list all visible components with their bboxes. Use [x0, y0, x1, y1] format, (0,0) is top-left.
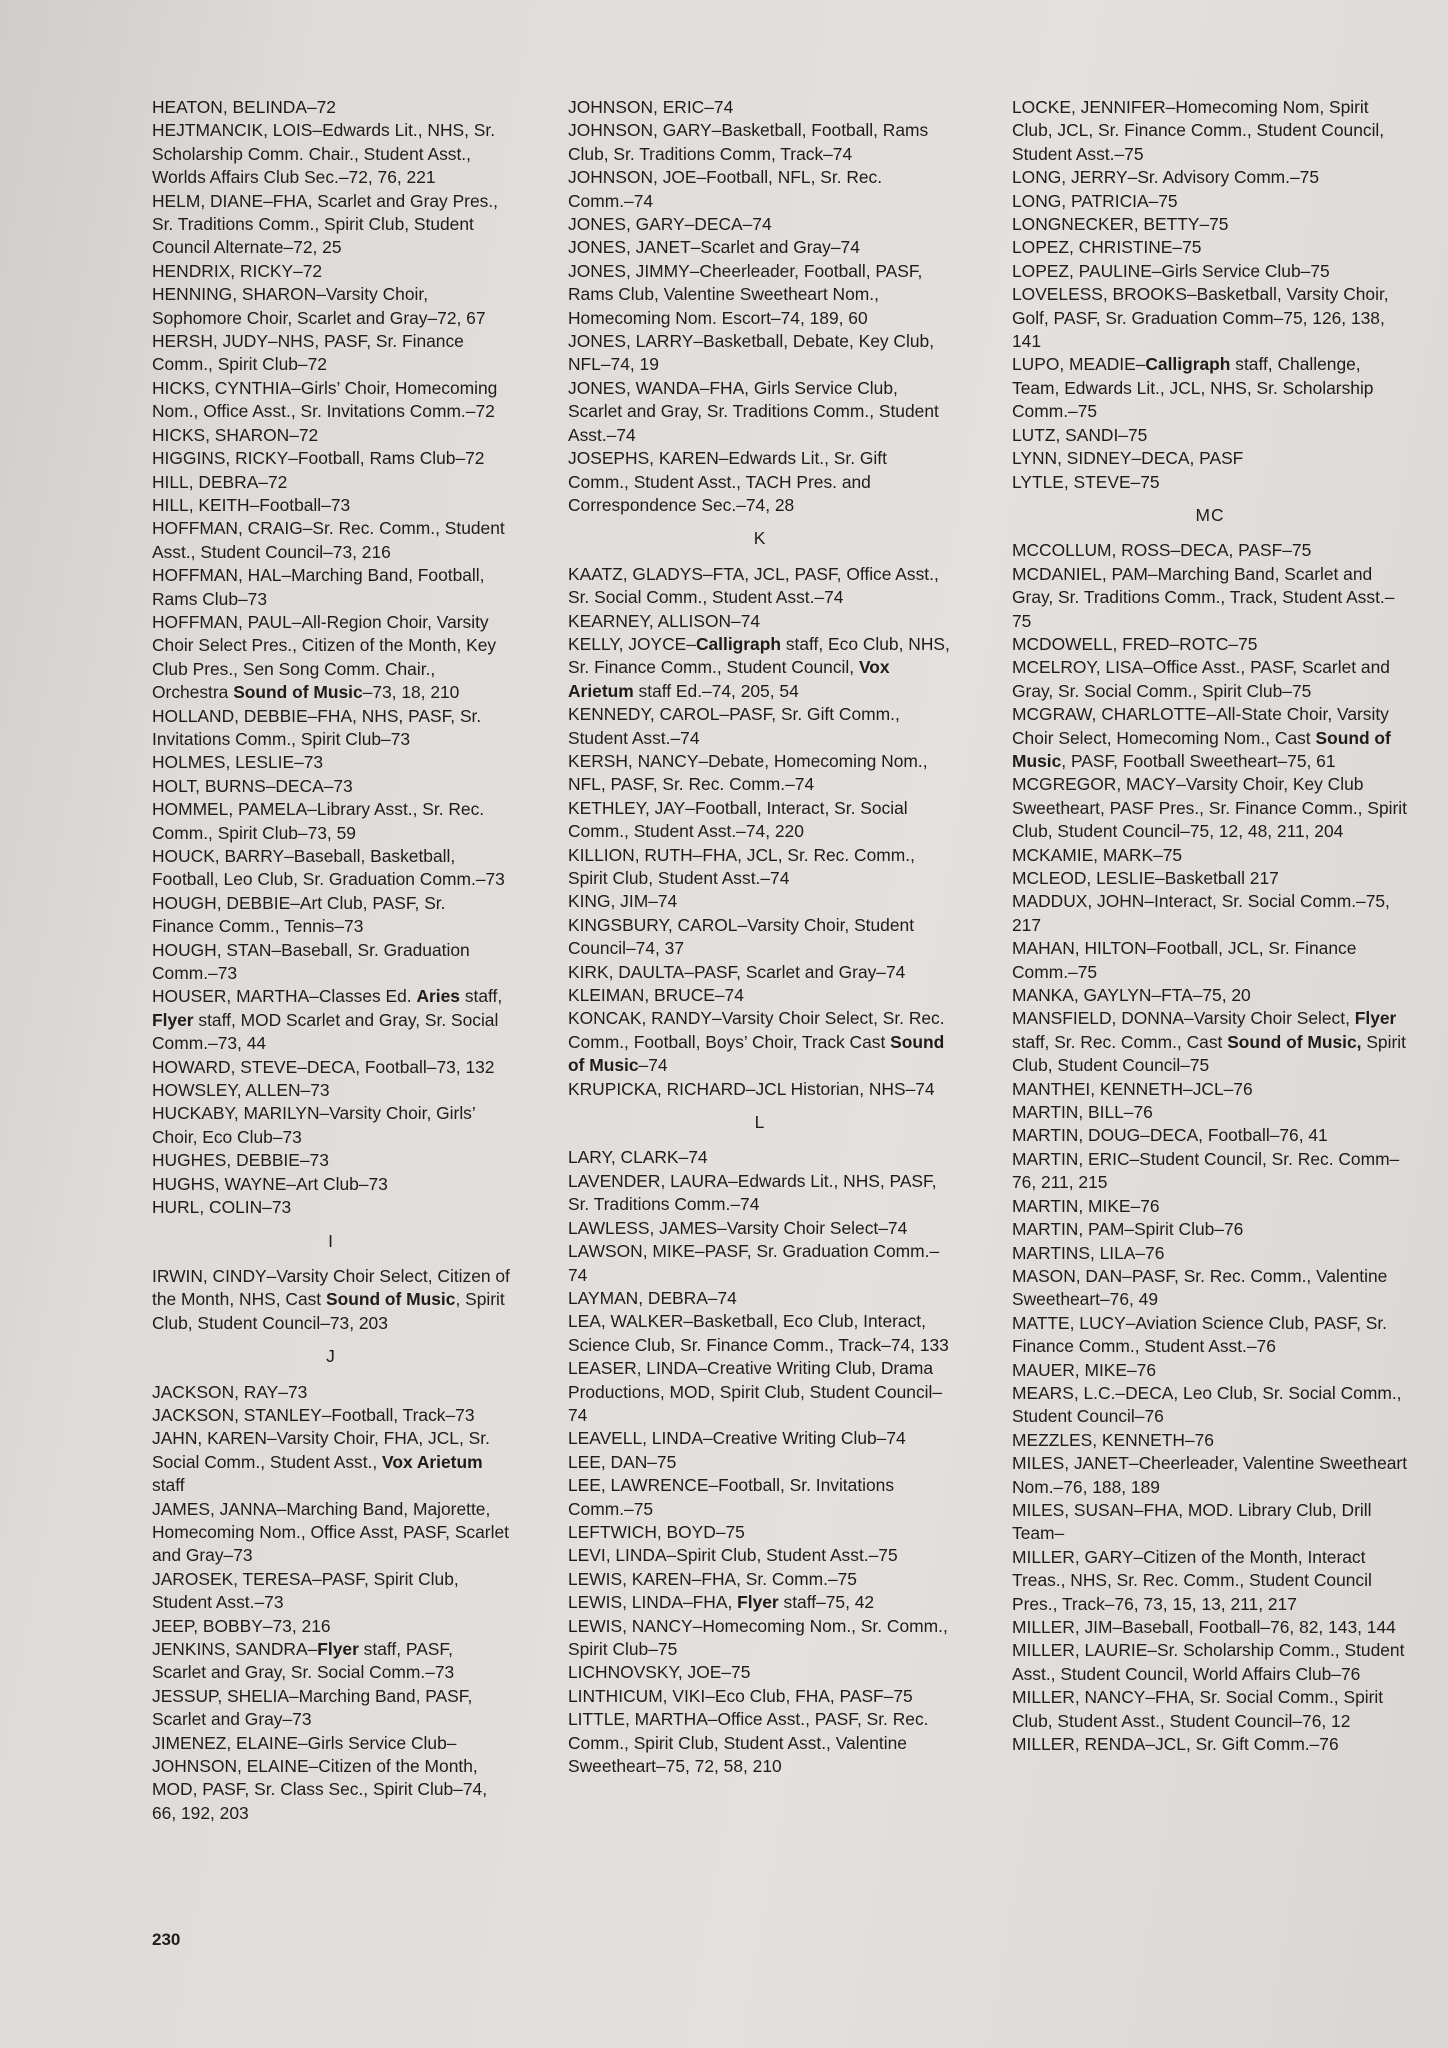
index-entry: JACKSON, RAY–73: [152, 1381, 308, 1402]
letter-heading: L: [754, 1112, 766, 1133]
index-entry: KINGSBURY, CAROL–Varsity Choir, Student Council–74, 37: [568, 914, 915, 959]
index-entry: HILL, KEITH–Football–73: [152, 494, 351, 515]
index-entry: HOUCK, BARRY–Baseball, Basketball, Football, Leo Club, Sr. Graduation Comm.–73: [152, 846, 505, 890]
entry-text: LUPO, MEADIE–: [1012, 354, 1146, 375]
index-entry: MARTIN, DOUG–DECA, Football–76, 41: [1012, 1125, 1328, 1146]
publication-title: Sound of Music: [233, 682, 363, 703]
index-entry: [152, 985, 510, 1055]
index-entry: KETHLEY, JAY–Football, Interact, Sr. Social Comm., Student Asst.–74, 220: [568, 797, 908, 842]
index-entry: [152, 1638, 510, 1685]
index-entry: HOFFMAN, CRAIG–Sr. Rec. Comm., Student Asst., Student Council–73, 216: [152, 518, 505, 562]
index-entry: LOPEZ, CHRISTINE–75: [1012, 237, 1202, 258]
letter-heading: MC: [1195, 504, 1225, 525]
index-entry: MCDOWELL, FRED–ROTC–75: [1012, 633, 1258, 654]
index-entry: MARTINS, LILA–76: [1012, 1242, 1165, 1263]
index-entry: MASON, DAN–PASF, Sr. Rec. Comm., Valentine Sweetheart–76, 49: [1012, 1265, 1388, 1310]
entry-text: staff, Eco Club, NHS, Sr. Finance Comm., Student Council,: [568, 633, 950, 678]
index-entry: [152, 1427, 510, 1497]
entry-text: HOUSER, MARTHA–Classes Ed.: [152, 986, 417, 1007]
index-entry: JEEP, BOBBY–73, 216: [152, 1615, 331, 1636]
index-entry: MCKAMIE, MARK–75: [1012, 844, 1183, 865]
entry-text: staff, MOD Scarlet and Gray, Sr. Social Comm.–73, 44: [152, 1009, 499, 1054]
index-entry: JOHNSON, JOE–Football, NFL, Sr. Rec. Comm.–74: [568, 167, 883, 211]
entry-text: staff, Sr. Rec. Comm., Cast: [1012, 1031, 1228, 1052]
publication-title: Sound of Music: [1012, 727, 1391, 771]
index-entry: MCELROY, LISA–Office Asst., PASF, Scarlet and Gray, Sr. Social Comm., Spirit Club–75: [1012, 657, 1390, 701]
index-entry: LAWSON, MIKE–PASF, Sr. Graduation Comm.–74: [568, 1241, 940, 1285]
index-entry: MARTIN, BILL–76: [1012, 1102, 1153, 1123]
index-entry: LOCKE, JENNIFER–Homecoming Nom, Spirit Club, JCL, Sr. Finance Comm., Student Council, Student Asst.–75: [1012, 97, 1385, 164]
index-entry: JESSUP, SHELIA–Marching Band, PASF, Scarlet and Gray–73: [152, 1685, 473, 1730]
entry-text: –73, 18, 210: [362, 682, 460, 703]
index-entry: HENDRIX, RICKY–72: [152, 260, 323, 281]
publication-title: Vox Arietum: [568, 657, 890, 701]
index-entry: HOWSLEY, ALLEN–73: [152, 1080, 330, 1101]
page-number: 230: [152, 1930, 181, 1949]
index-entry: MATTE, LUCY–Aviation Science Club, PASF, Sr. Finance Comm., Student Asst.–76: [1012, 1312, 1388, 1357]
index-entry: [152, 611, 510, 705]
index-entry: JONES, LARRY–Basketball, Debate, Key Club, NFL–74, 19: [568, 331, 935, 375]
index-entry: MCGREGOR, MACY–Varsity Choir, Key Club Sweetheart, PASF Pres., Sr. Finance Comm., Spirit Club, Student Council–75, 12, 48, 211, 204: [1012, 774, 1407, 842]
entry-text: JENKINS, SANDRA–: [152, 1639, 318, 1659]
entry-text: , Spirit Club, Student Council–73, 203: [152, 1289, 505, 1333]
index-entry: JOSEPHS, KAREN–Edwards Lit., Sr. Gift Comm., Student Asst., TACH Pres. and Correspondence Sec.–74, 28: [568, 448, 887, 515]
index-entry: LYTLE, STEVE–75: [1012, 471, 1160, 492]
index-entry: [1012, 703, 1408, 773]
publication-title: Flyer: [152, 1009, 194, 1030]
index-entry: JOHNSON, ERIC–74: [568, 97, 734, 117]
publication-title: Aries: [416, 986, 460, 1007]
entry-text: MCGRAW, CHARLOTTE–All-State Choir, Varsity Choir Select, Homecoming Nom., Cast: [1012, 704, 1389, 748]
index-entry: MCDANIEL, PAM–Marching Band, Scarlet and Gray, Sr. Traditions Comm., Track, Student Asst.–75: [1012, 563, 1395, 631]
index-entry: [568, 1007, 952, 1077]
publication-title: Sound of Music,: [1227, 1031, 1362, 1052]
index-entry: [1012, 1007, 1408, 1077]
index-entry: MILLER, NANCY–FHA, Sr. Social Comm., Spirit Club, Student Asst., Student Council–76, 12: [1012, 1687, 1384, 1731]
index-entry: LAVENDER, LAURA–Edwards Lit., NHS, PASF, Sr. Traditions Comm.–74: [568, 1170, 937, 1215]
index-entry: MAHAN, HILTON–Football, JCL, Sr. Finance Comm.–75: [1012, 938, 1357, 982]
index-entry: MILES, JANET–Cheerleader, Valentine Sweetheart Nom.–76, 188, 189: [1012, 1453, 1408, 1497]
index-entry: JONES, WANDA–FHA, Girls Service Club, Scarlet and Gray, Sr. Traditions Comm., Student Asst.–74: [568, 377, 939, 445]
entry-text: –74: [638, 1055, 668, 1076]
index-entry: LONGNECKER, BETTY–75: [1012, 214, 1229, 235]
index-entry: HELM, DIANE–FHA, Scarlet and Gray Pres., Sr. Traditions Comm., Spirit Club, Student Council Alternate–72, 25: [152, 190, 498, 258]
index-entry: LEE, LAWRENCE–Football, Sr. Invitations Comm.–75: [568, 1475, 895, 1519]
publication-title: Calligraph: [1145, 354, 1231, 375]
index-entry: LUTZ, SANDI–75: [1012, 424, 1148, 445]
index-entry: MILLER, RENDA–JCL, Sr. Gift Comm.–76: [1012, 1734, 1339, 1755]
index-entry: HOLT, BURNS–DECA–73: [152, 775, 353, 796]
index-entry: LAYMAN, DEBRA–74: [568, 1287, 737, 1308]
publication-title: Flyer: [317, 1639, 359, 1659]
index-entry: LEA, WALKER–Basketball, Eco Club, Interact, Science Club, Sr. Finance Comm., Track–74, 133: [568, 1311, 949, 1355]
index-entry: HIGGINS, RICKY–Football, Rams Club–72: [152, 448, 485, 469]
index-entry: HICKS, SHARON–72: [152, 424, 319, 445]
index-entry: KRUPICKA, RICHARD–JCL Historian, NHS–74: [568, 1078, 935, 1099]
index-entry: [152, 1265, 510, 1335]
index-entry: HERSH, JUDY–NHS, PASF, Sr. Finance Comm., Spirit Club–72: [152, 331, 464, 375]
index-entry: JONES, JANET–Scarlet and Gray–74: [568, 237, 860, 258]
index-entry: JAMES, JANNA–Marching Band, Majorette, Homecoming Nom., Office Asst, PASF, Scarlet and Gray–73: [152, 1498, 509, 1566]
index-entry: MARTIN, ERIC–Student Council, Sr. Rec. Comm–76, 211, 215: [1012, 1148, 1400, 1193]
index-entry: MARTIN, MIKE–76: [1012, 1195, 1160, 1216]
index-entry: LEWIS, KAREN–FHA, Sr. Comm.–75: [568, 1568, 857, 1589]
index-entry: LEWIS, NANCY–Homecoming Nom., Sr. Comm., Spirit Club–75: [568, 1615, 948, 1659]
index-entry: LONG, PATRICIA–75: [1012, 190, 1178, 211]
index-entry: MAUER, MIKE–76: [1012, 1359, 1156, 1380]
index-entry: LEFTWICH, BOYD–75: [568, 1521, 745, 1542]
index-entry: LARY, CLARK–74: [568, 1147, 708, 1168]
entry-text: staff: [152, 1475, 185, 1496]
index-entry: HEJTMANCIK, LOIS–Edwards Lit., NHS, Sr. Scholarship Comm. Chair., Student Asst., Worlds Affairs Club Sec.–72, 76, 221: [152, 120, 496, 188]
letter-heading: I: [328, 1230, 334, 1251]
index-entry: LICHNOVSKY, JOE–75: [568, 1662, 751, 1683]
index-entry: HUGHES, DEBBIE–73: [152, 1150, 329, 1171]
index-entry: KLEIMAN, BRUCE–74: [568, 985, 744, 1006]
index-entry: LYNN, SIDNEY–DECA, PASF: [1012, 448, 1244, 469]
publication-title: Sound of Music: [568, 1031, 945, 1076]
index-entry: KILLION, RUTH–FHA, JCL, Sr. Rec. Comm., Spirit Club, Student Asst.–74: [568, 844, 915, 888]
index-entry: MILLER, JIM–Baseball, Football–76, 82, 143, 144: [1012, 1617, 1396, 1637]
index-entry: LONG, JERRY–Sr. Advisory Comm.–75: [1012, 167, 1320, 188]
index-entry: MARTIN, PAM–Spirit Club–76: [1012, 1219, 1244, 1240]
entry-text: staff, PASF, Scarlet and Gray, Sr. Social Comm.–73: [152, 1639, 455, 1683]
index-entry: LOVELESS, BROOKS–Basketball, Varsity Choir, Golf, PASF, Sr. Graduation Comm–75, 126, 138, 141: [1012, 284, 1389, 352]
index-entry: HOUGH, DEBBIE–Art Club, PASF, Sr. Finance Comm., Tennis–73: [152, 892, 446, 937]
index-entry: KAATZ, GLADYS–FTA, JCL, PASF, Office Asst., Sr. Social Comm., Student Asst.–74: [568, 563, 939, 608]
index-entry: MEARS, L.C.–DECA, Leo Club, Sr. Social Comm., Student Council–76: [1012, 1382, 1402, 1427]
index-column-3: [1012, 96, 1408, 1756]
index-entry: LEVI, LINDA–Spirit Club, Student Asst.–75: [568, 1545, 898, 1566]
entry-text: IRWIN, CINDY–Varsity Choir Select, Citizen of the Month, NHS, Cast: [152, 1265, 510, 1310]
index-entry: MILLER, LAURIE–Sr. Scholarship Comm., Student Asst., Student Council, World Affairs Club–76: [1012, 1640, 1405, 1684]
entry-text: staff, Challenge, Team, Edwards Lit., JCL, NHS, Sr. Scholarship Comm.–75: [1012, 354, 1374, 422]
index-entry: HOUGH, STAN–Baseball, Sr. Graduation Comm.–73: [152, 939, 470, 984]
index-entry: JONES, JIMMY–Cheerleader, Football, PASF, Rams Club, Valentine Sweetheart Nom., Homecoming Nom. Escort–74, 189, 60: [568, 260, 923, 328]
index-entry: [1012, 353, 1408, 423]
index-entry: [568, 1591, 952, 1614]
publication-title: Flyer: [1354, 1008, 1397, 1029]
index-entry: LOPEZ, PAULINE–Girls Service Club–75: [1012, 260, 1330, 281]
index-entry: LITTLE, MARTHA–Office Asst., PASF, Sr. Rec. Comm., Spirit Club, Student Asst., Valentine Sweetheart–75, 72, 58, 210: [568, 1709, 929, 1777]
index-entry: HENNING, SHARON–Varsity Choir, Sophomore Choir, Scarlet and Gray–72, 67: [152, 284, 486, 328]
index-entry: KERSH, NANCY–Debate, Homecoming Nom., NFL, PASF, Sr. Rec. Comm.–74: [568, 750, 928, 795]
index-entry: MANKA, GAYLYN–FTA–75, 20: [1012, 985, 1251, 1006]
index-entry: MILES, SUSAN–FHA, MOD. Library Club, Drill Team–: [1012, 1499, 1372, 1544]
index-entry: LEASER, LINDA–Creative Writing Club, Drama Productions, MOD, Spirit Club, Student Council–74: [568, 1358, 943, 1425]
entry-text: staff Ed.–74, 205, 54: [633, 680, 799, 701]
index-entry: HOMMEL, PAMELA–Library Asst., Sr. Rec. Comm., Spirit Club–73, 59: [152, 799, 485, 843]
index-entry: KEARNEY, ALLISON–74: [568, 610, 761, 631]
index-entry: JOHNSON, GARY–Basketball, Football, Rams Club, Sr. Traditions Comm, Track–74: [568, 120, 929, 164]
index-entry: LEE, DAN–75: [568, 1451, 677, 1472]
index-entry: MCCOLLUM, ROSS–DECA, PASF–75: [1012, 540, 1312, 561]
index-entry: HOWARD, STEVE–DECA, Football–73, 132: [152, 1056, 495, 1077]
publication-title: Calligraph: [695, 633, 781, 654]
index-entry: JIMENEZ, ELAINE–Girls Service Club–: [152, 1732, 457, 1753]
entry-text: KONCAK, RANDY–Varsity Choir Select, Sr. Rec. Comm., Football, Boys’ Choir, Track Cast: [568, 1008, 945, 1052]
index-entry: LINTHICUM, VIKI–Eco Club, FHA, PASF–75: [568, 1685, 913, 1706]
index-entry: [568, 633, 952, 703]
index-entry: HOFFMAN, HAL–Marching Band, Football, Rams Club–73: [152, 565, 485, 609]
index-entry: HEATON, BELINDA–72: [152, 97, 336, 117]
index-entry: JAROSEK, TERESA–PASF, Spirit Club, Student Asst.–73: [152, 1568, 459, 1613]
index-entry: JACKSON, STANLEY–Football, Track–73: [152, 1404, 475, 1425]
entry-text: staff,: [459, 986, 503, 1007]
index-entry: HILL, DEBRA–72: [152, 471, 288, 492]
index-entry: LAWLESS, JAMES–Varsity Choir Select–74: [568, 1217, 908, 1238]
index-entry: KIRK, DAULTA–PASF, Scarlet and Gray–74: [568, 961, 906, 982]
index-entry: KING, JIM–74: [568, 891, 678, 912]
publication-title: Vox Arietum: [382, 1451, 483, 1472]
index-entry: JOHNSON, ELAINE–Citizen of the Month, MOD, PASF, Sr. Class Sec., Spirit Club–74, 66, 192, 203: [152, 1756, 488, 1823]
index-column-1: [152, 96, 510, 1825]
letter-heading: K: [753, 528, 767, 549]
index-entry: HUGHS, WAYNE–Art Club–73: [152, 1173, 388, 1194]
index-entry: HOLLAND, DEBBIE–FHA, NHS, PASF, Sr. Invitations Comm., Spirit Club–73: [152, 705, 482, 749]
index-entry: MEZZLES, KENNETH–76: [1012, 1429, 1214, 1450]
entry-text: staff–75, 42: [778, 1592, 875, 1613]
entry-text: JAHN, KAREN–Varsity Choir, FHA, JCL, Sr. Social Comm., Student Asst.,: [152, 1428, 490, 1472]
entry-text: MANSFIELD, DONNA–Varsity Choir Select,: [1012, 1008, 1355, 1029]
index-entry: MILLER, GARY–Citizen of the Month, Interact Treas., NHS, Sr. Rec. Comm., Student Council Pres., Track–76, 73, 15, 13, 211, 217: [1012, 1546, 1372, 1614]
index-entry: HURL, COLIN–73: [152, 1197, 292, 1218]
entry-text: Spirit Club, Student Council–75: [1012, 1031, 1406, 1076]
index-entry: MCLEOD, LESLIE–Basketball 217: [1012, 868, 1279, 888]
index-entry: LEAVELL, LINDA–Creative Writing Club–74: [568, 1428, 906, 1449]
entry-text: LEWIS, LINDA–FHA,: [568, 1592, 738, 1613]
entry-text: HOFFMAN, PAUL–All-Region Choir, Varsity Choir Select Pres., Citizen of the Month, Key Club Pres., Sen Song Comm. Chair., Orchestra: [152, 611, 497, 703]
index-entry: HOLMES, LESLIE–73: [152, 752, 324, 773]
index-entry: JONES, GARY–DECA–74: [568, 214, 772, 235]
letter-heading: J: [326, 1346, 336, 1367]
index-entry: MADDUX, JOHN–Interact, Sr. Social Comm.–75, 217: [1012, 891, 1390, 935]
index-entry: HUCKABY, MARILYN–Varsity Choir, Girls’ Choir, Eco Club–73: [152, 1103, 476, 1147]
index-entry: HICKS, CYNTHIA–Girls’ Choir, Homecoming Nom., Office Asst., Sr. Invitations Comm.–72: [152, 377, 498, 422]
publication-title: Flyer: [737, 1592, 779, 1613]
entry-text: , PASF, Football Sweetheart–75, 61: [1061, 750, 1336, 771]
index-column-2: [568, 96, 952, 1778]
index-entry: MANTHEI, KENNETH–JCL–76: [1012, 1078, 1253, 1099]
index-entry: KENNEDY, CAROL–PASF, Sr. Gift Comm., Student Asst.–74: [568, 704, 900, 748]
entry-text: KELLY, JOYCE–: [568, 633, 696, 654]
publication-title: Sound of Music: [325, 1289, 456, 1310]
